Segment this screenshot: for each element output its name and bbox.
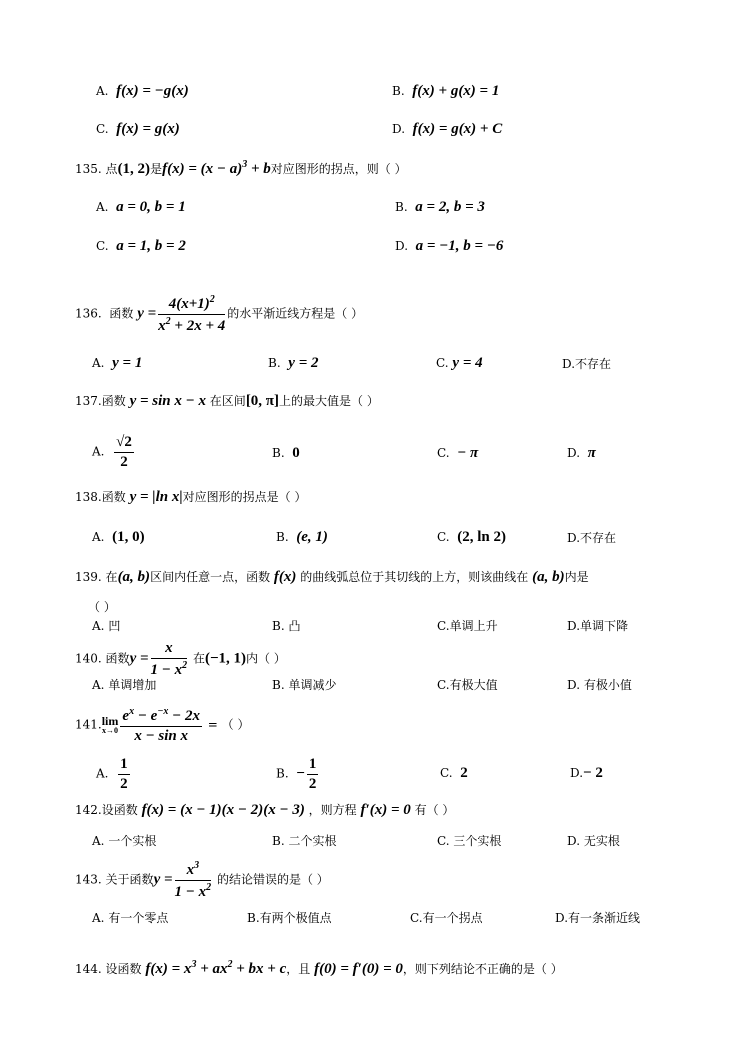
q137-function: y = sin x − x (129, 393, 206, 409)
q140-option-b: B. 单调减少 (272, 678, 337, 692)
q134-option-d: D. f(x) = g(x) + C (392, 121, 503, 137)
q137-option-a: A. $\frac{√2}{2}$ (92, 434, 132, 470)
q134-option-d-math: f(x) = g(x) + C (412, 121, 503, 137)
q143-option-b: B.有两个极值点 (247, 911, 332, 925)
q138-option-c: C. (2, ln 2) (437, 529, 506, 545)
q142-stem: 142.设函数 f(x) = (x − 1)(x − 2)(x − 3) ，则方程 f′(x) = 0 有（ ） (75, 802, 455, 818)
q139-answer-paren: （ ） (88, 600, 116, 614)
q134-option-b-math: f(x) + g(x) = 1 (412, 83, 500, 99)
q135-option-d: D. a = −1, b = −6 (395, 238, 504, 254)
q142-option-c: C. 三个实根 (437, 834, 502, 848)
q136-option-d: D.不存在 (562, 357, 612, 371)
q138-function: y = |ln x| (129, 489, 183, 505)
q141-fraction: $\frac{e^x - e^{-x} - 2x}{\text{x − sin x}}$ (122, 706, 200, 744)
q138-stem: 138.函数 y = |ln x|对应图形的拐点是（ ） (75, 489, 307, 505)
q140-stem: 140. 函数y = $\frac{x}{1 - x^2}$ 在(−1, 1)内（ ） (75, 640, 286, 678)
q140-option-a: A. 单调增加 (92, 678, 157, 692)
q135-option-a: A. a = 0, b = 1 (96, 199, 186, 215)
q138-option-b: B. (e, 1) (276, 529, 328, 545)
q144-function: $f(x) = x^3 + ax^2$ + bx + c (145, 959, 287, 977)
q141-option-a-fraction: $\frac{1}{2}$ (120, 756, 128, 792)
q142-function: f(x) = (x − 1)(x − 2)(x − 3) (141, 802, 305, 818)
q134-option-a-math: f(x) = −g(x) (116, 83, 189, 99)
q143-option-c: C.有一个拐点 (410, 911, 483, 925)
q143-fraction: $\frac{x^3}{1 - x^2}$ (174, 860, 212, 900)
q139-option-d: D.单调下降 (567, 619, 629, 633)
q134-option-b: B. f(x) + g(x) = 1 (392, 83, 500, 99)
q144-stem: 144. 设函数 $f(x) = x^3 + ax^2$ + bx + c，且 f(0) = f′(0) = 0，则下列结论不正确的是（ ） (75, 959, 563, 977)
q141-option-c: C. 2 (440, 765, 468, 781)
q140-option-c: C.有极大值 (437, 678, 498, 692)
q142-option-a: A. 一个实根 (92, 834, 157, 848)
q141-option-b-fraction: $\frac{1}{2}$ (308, 756, 317, 792)
q141-option-a: A. $\frac{1}{2}$ (96, 756, 128, 792)
q138-option-a: A. (1, 0) (92, 529, 145, 545)
q134-option-c: C. f(x) = g(x) (96, 121, 180, 137)
q140-interval: (−1, 1) (204, 650, 247, 667)
q137-stem: 137.函数 y = sin x − x 在区间[0, π]上的最大值是（ ） (75, 393, 379, 409)
q138-option-d: D.不存在 (567, 531, 617, 545)
q135-stem: 135. 点(1, 2)是$f(x) = (x - a)^3 + b$对应图形的拐点，则（ ） (75, 159, 407, 177)
q135-option-c: C. a = 1, b = 2 (96, 238, 186, 254)
q137-option-b: B. 0 (272, 445, 300, 461)
q139-interval: (a, b) (117, 569, 151, 585)
q139-option-c: C.单调上升 (437, 619, 498, 633)
q140-option-d: D. 有极小值 (567, 678, 632, 692)
q137-option-d: D. π (567, 445, 596, 461)
q135-function: $f(x) = (x - a)^3 + b$ (162, 159, 271, 177)
q135-option-b: B. a = 2, b = 3 (395, 199, 485, 215)
q141-option-d: D.− 2 (570, 765, 603, 781)
q134-option-a: A. f(x) = −g(x) (96, 83, 189, 99)
q136-option-a: A. y = 1 (92, 355, 143, 371)
q140-fraction: $\frac{x}{1 - x^2}$ (150, 640, 188, 678)
q139-option-a: A. 凹 (92, 619, 121, 633)
q139-option-b: B. 凸 (272, 619, 301, 633)
q135-point: (1, 2) (117, 161, 151, 177)
q143-stem: 143. 关于函数y = $\frac{x^3}{1 - x^2}$ 的结论错误的是（ ） (75, 860, 329, 900)
q136-fraction: $\frac{4(x+1)^2}{x^2 + 2x + 4}$ (158, 294, 226, 334)
q144-condition: f(0) = f′(0) = 0 (314, 961, 403, 977)
q139-stem: 139. 在(a, b)区间内任意一点，函数 f(x) 的曲线弧总位于其切线的上方，则该曲线在 (a, b)内是 (75, 569, 589, 585)
q136-stem: 136. 函数 y = $\frac{4(x+1)^2}{x^2 + 2x + 4}$ 的水平渐近线方程是（ ） (75, 294, 364, 334)
q143-option-a: A. 有一个零点 (92, 911, 169, 925)
q137-option-c: C. − π (437, 445, 479, 461)
q141-option-b: B. − $\frac{1}{2}$ (276, 756, 317, 792)
q141-stem: 141. lim x→0 $\frac{e^x - e^{-x} - 2x}{\text{x − sin x}}$ = （ ） (75, 706, 250, 744)
q142-option-b: B. 二个实根 (272, 834, 337, 848)
q136-option-c: C. y = 4 (436, 355, 483, 371)
q136-option-b: B. y = 2 (268, 355, 319, 371)
q137-interval: [0, π] (245, 393, 280, 409)
q142-option-d: D. 无实根 (567, 834, 620, 848)
q134-option-c-math: f(x) = g(x) (116, 121, 180, 137)
q143-option-d: D.有一条渐近线 (555, 911, 641, 925)
q137-option-a-fraction: $\frac{√2}{2}$ (116, 434, 132, 470)
q141-limit: lim x→0 (101, 714, 119, 735)
